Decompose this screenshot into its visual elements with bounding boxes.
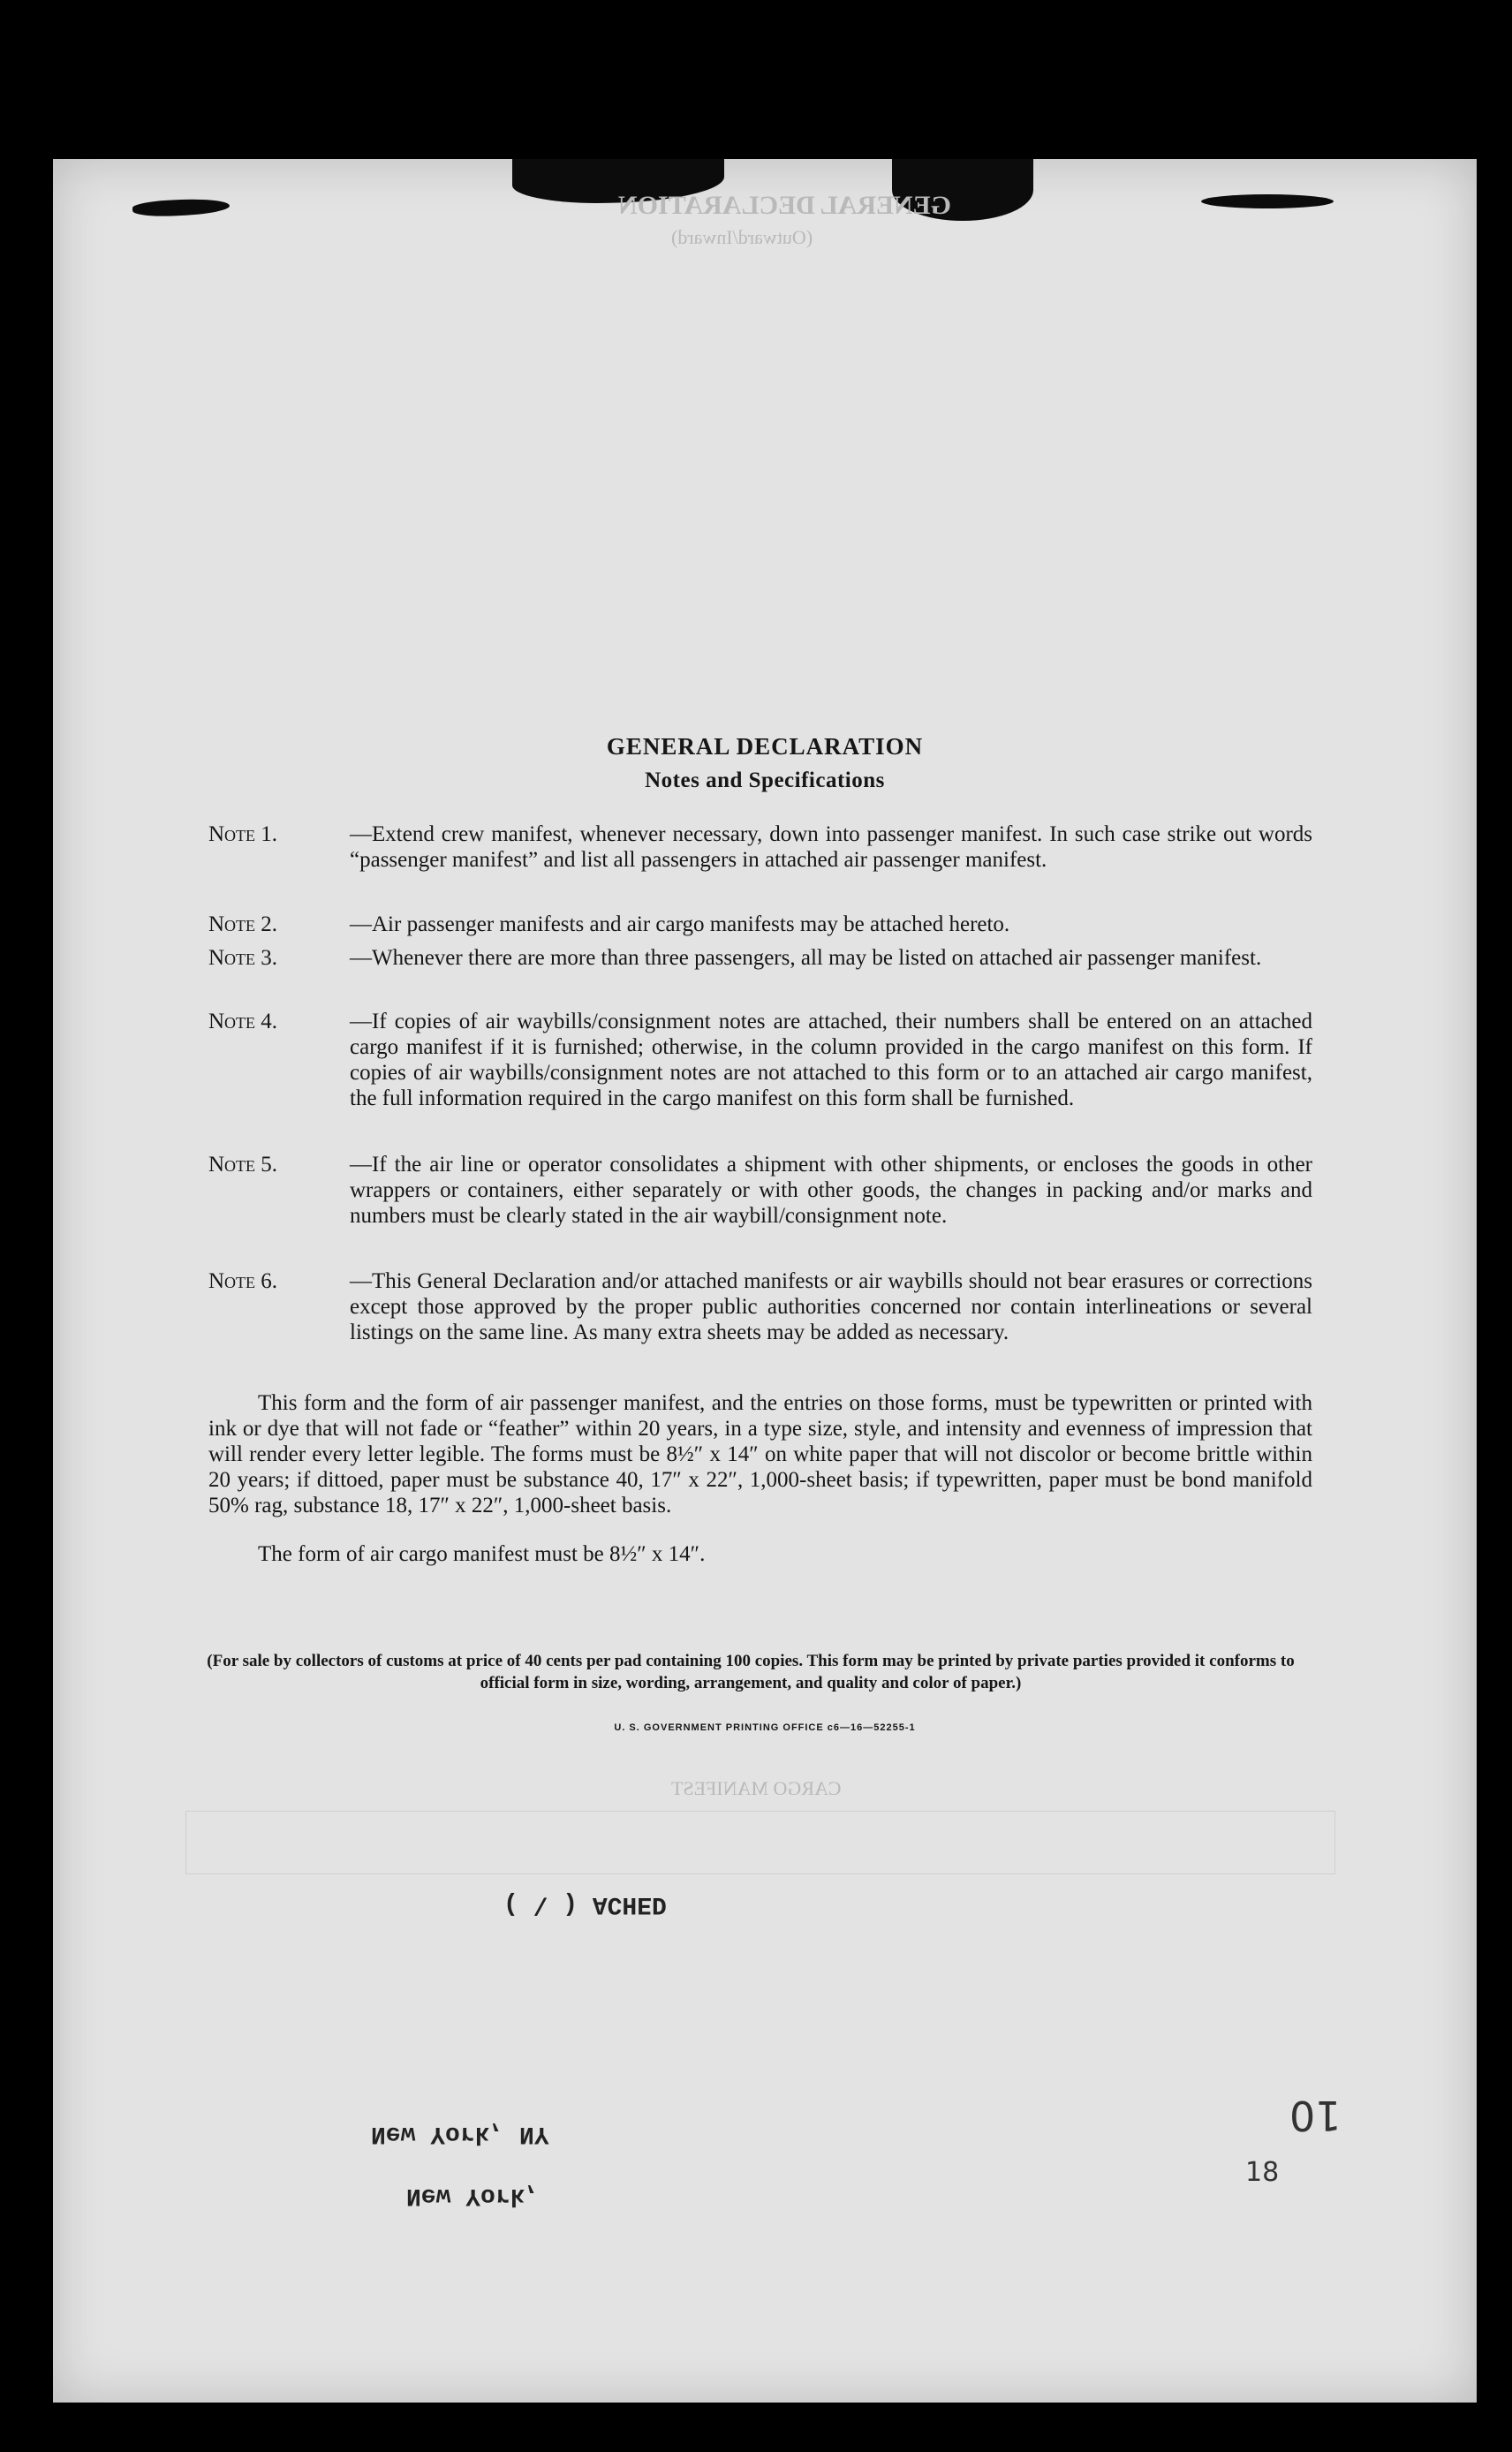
note-2	[208, 912, 1312, 937]
bleed-title: GENERAL DECLARATION	[618, 191, 952, 220]
stamp-new-york-2: New York,	[406, 2182, 541, 2209]
specifications-paragraph: This form and the form of air passenger manifest, and the entries on those forms, must be typewritten or printed with ink or dye that will not fade or “feather” within 20 years, in a type size, style, and intensity and evenness of impression that will render every letter legible. The forms must be 8½″ x 14″ on white paper that will not discolor or become brittle within 20 years; if dittoed, paper must be substance 40, 17″ x 22″, 1,000-sheet basis; if typewritten, paper must be bond manifold 50% rag, substance 18, 17″ x 22″, 1,000-sheet basis.	[208, 1391, 1312, 1517]
printing-office-line: U. S. GOVERNMENT PRINTING OFFICE c6—16—52255-1	[614, 1722, 916, 1733]
note-3	[208, 945, 1312, 971]
note-text: —Extend crew manifest, whenever necessary, down into passenger manifest. In such case strike out words “passenger manifest” and list all passengers in attached air passenger manifest.	[350, 822, 1312, 872]
bleed-manifest-title: CARGO MANIFEST	[671, 1777, 842, 1799]
page-subtitle: Notes and Specifications	[645, 768, 885, 792]
note-5	[208, 1152, 1312, 1229]
bleed-subtitle: (Outward/Inward)	[671, 226, 813, 248]
stamp-ached: ( \ ) ACHED	[503, 1890, 667, 1918]
note-text: —Whenever there are more than three passengers, all may be listed on attached air passenger manifest.	[350, 946, 1262, 970]
document-page	[53, 159, 1477, 2403]
cargo-spec-line: The form of air cargo manifest must be 8½″ x 14″.	[258, 1542, 706, 1566]
note-text: —If copies of air waybills/consignment notes are attached, their numbers shall be entered on an attached cargo manifest if it is furnished; otherwise, in the column provided in the cargo manifest on this form. If copies of air waybills/consignment notes are not attached to this form or to an attached air cargo manifest, the full information required in the cargo manifest on this form shall be furnished.	[350, 1010, 1312, 1110]
for-sale-notice: (For sale by collectors of customs at price of 40 cents per pad containing 100 copies. This form may be printed by private parties provided it conforms to official form in size, wording, arrangement, and quality and color of paper.)	[207, 1652, 1295, 1692]
note-label: Note 2.	[208, 912, 278, 936]
note-4	[208, 1009, 1312, 1111]
note-6	[208, 1268, 1312, 1345]
note-label: Note 6.	[208, 1269, 278, 1293]
note-text: —If the air line or operator consolidates a shipment with other shipments, or encloses the goods in other wrappers or containers, either separately or with other goods, the changes in packing and/or marks and numbers must be clearly stated in the air waybill/consignment note.	[350, 1153, 1312, 1228]
note-label: Note 1.	[208, 822, 278, 846]
handwritten-mark-small: 18	[1245, 2157, 1280, 2188]
handwritten-mark: 10	[1289, 2092, 1342, 2139]
stamp-new-york-1: New York, NY	[371, 2120, 549, 2147]
page-title: GENERAL DECLARATION	[606, 733, 924, 760]
note-text: —Air passenger manifests and air cargo manifests may be attached hereto.	[350, 912, 1010, 936]
note-label: Note 5.	[208, 1153, 278, 1177]
note-1	[208, 821, 1312, 873]
note-label: Note 4.	[208, 1010, 278, 1033]
note-label: Note 3.	[208, 946, 278, 970]
note-text: —This General Declaration and/or attached manifests or air waybills should not bear erasures or corrections except those approved by the proper public authorities concerned nor contain interlineations or several listings on the same line. As many extra sheets may be added as necessary.	[350, 1269, 1312, 1344]
